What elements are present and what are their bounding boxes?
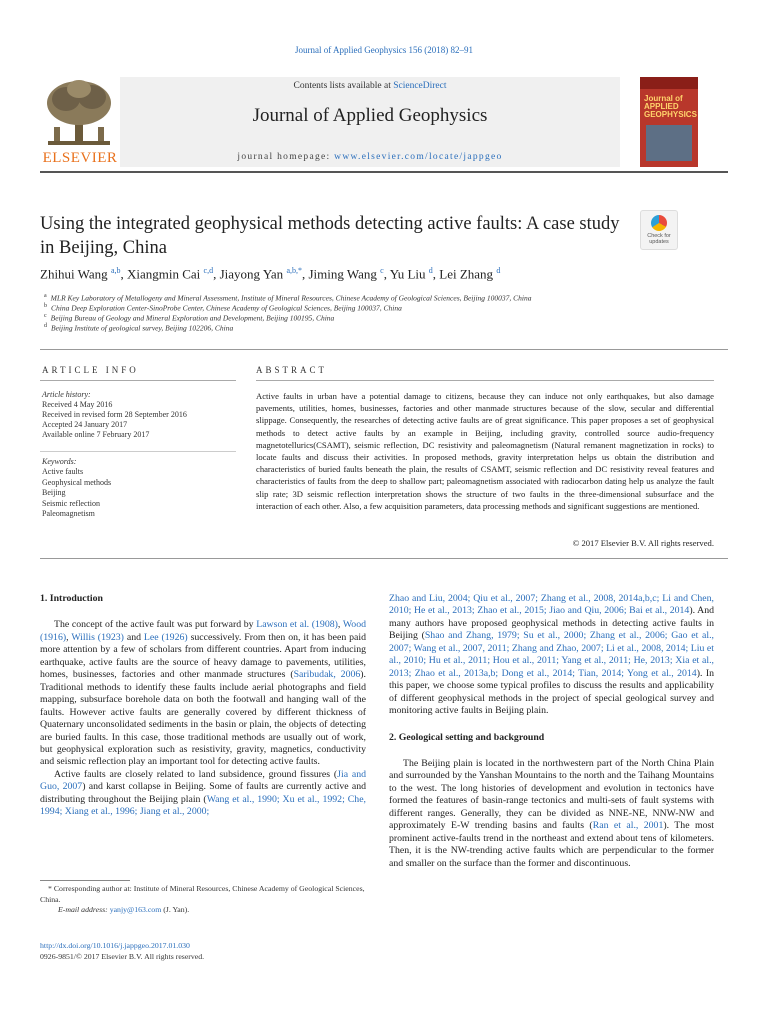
- contents-prefix: Contents lists available at: [293, 81, 394, 91]
- sciencedirect-link[interactable]: ScienceDirect: [393, 81, 447, 91]
- affiliation-text: China Deep Exploration Center-SinoProbe Center, Chinese Academy of Geological Sciences, Beijing 100037, China: [51, 303, 402, 313]
- author-name[interactable]: Jiayong Yan: [219, 266, 284, 282]
- keywords-label: Keywords:: [42, 457, 77, 466]
- text-run: ). In this paper, we choose some typical profiles to discuss the results and applicability of different geophysical methods in the project of special geological survey and monitoring active faults in Beijing plain.: [389, 667, 714, 717]
- citation-link[interactable]: Wang et al., 1990; Xu et al., 1992; Che, 1994; Xiang et al., 1996; Jiang et al., 2000;: [40, 793, 366, 818]
- cover-title: Journal of APPLIED GEOPHYSICS: [644, 94, 697, 119]
- keyword: Seismic reflection: [42, 498, 100, 508]
- abstract-rule: [256, 380, 714, 381]
- history-entry: Available online 7 February 2017: [42, 430, 150, 439]
- email-link[interactable]: yanjy@163.com: [109, 905, 162, 914]
- author-name[interactable]: Yu Liu: [389, 266, 426, 282]
- affiliation-rule: [40, 349, 728, 350]
- footnote-text: * Corresponding author at: Institute of Mineral Resources, Chinese Academy of Geological Sciences, China.: [40, 884, 365, 904]
- citation-link[interactable]: Jia and Guo, 2007: [40, 768, 366, 793]
- article-title: Using the integrated geophysical methods detecting active faults: A case study in Beijing, China: [40, 214, 620, 258]
- citation-link[interactable]: Lawson et al. (1908): [256, 619, 338, 631]
- author-list: Zhihui Wang $^{a,b}$, Xiangmin Cai $^{c,d}$, Jiayong Yan $^{a,b,*}$, Jiming Wang $^c$, Yu Liu $^d$, Lei Zhang $^d$: [40, 266, 501, 282]
- citation-link[interactable]: Zhao and Liu, 2004; Qiu et al., 2007; Zhang et al., 2008, 2014a,b,c; Li and Chen, 2010; He et al., 2013; Zhao et al., 2015; Jiao and Qiu, 2006; Bai et al., 2014: [389, 593, 714, 617]
- body-rule: [40, 558, 728, 559]
- body-left-column: [40, 593, 366, 819]
- article-info-rule: [40, 380, 236, 381]
- affiliation-text: Beijing Institute of geological survey, Beijing 102206, China: [51, 323, 234, 333]
- cover-picture: [646, 125, 692, 161]
- keywords: [42, 457, 242, 519]
- text-run: ,: [337, 619, 343, 631]
- cover-band: [640, 77, 698, 89]
- citation-link[interactable]: Wood (1916): [40, 619, 366, 643]
- history-entry: Received 4 May 2016: [42, 400, 113, 409]
- affiliation: [44, 303, 724, 313]
- section-heading: 2. Geological setting and background: [389, 731, 545, 743]
- keyword: Geophysical methods: [42, 477, 112, 487]
- keywords-rule: [40, 451, 236, 452]
- text-run: ) and karst collapse in Beijing. Some of faults are currently active and distributing throughout the Beijing plain (: [40, 781, 366, 805]
- check-updates-label: Check for updates: [647, 233, 671, 245]
- affiliation: [44, 323, 724, 333]
- text-run: and: [123, 631, 144, 643]
- email-label: E-mail address:: [58, 905, 110, 914]
- corresponding-footnote: [40, 884, 366, 916]
- text-run: ,: [66, 631, 72, 643]
- affiliation-marker: a: [44, 293, 47, 299]
- section-heading: 1. Introduction: [40, 593, 103, 604]
- text-run: ). The most prominent active-faults trend in the northeast and extend about tens of kilometers. Then, it is the NW-trending active faults which are perpendicular to the former and smaller on the surface than the former and discontinuous.: [389, 820, 715, 869]
- abstract-copyright: © 2017 Elsevier B.V. All rights reserved.: [572, 538, 714, 548]
- citation-link[interactable]: Saribudak, 2006: [293, 669, 361, 681]
- homepage-label: journal homepage:: [237, 152, 335, 162]
- text-run: ). Traditional methods to identify these faults include aerial photographs and field mapping, subsurface borehole data on both the footwall and hanging wall of the faults. However active faults are generally covered by different thickness of Quaternary unconsolidated sediments in the basin or plain, the objects of detecting are buried faults. In this case, those traditional methods are usually out of work, but geophysical exploration such as resistivity, gravity, magnetics, conductivity and seismic reflection play an important tool for detecting active faults.: [40, 669, 366, 768]
- author-affil-sup[interactable]: d: [428, 266, 433, 275]
- affiliation-text: MLR Key Laboratory of Metallogeny and Mineral Assessment, Institute of Mineral Resources, Chinese Academy of Geological Sciences, Beijing 100037, China: [50, 293, 532, 303]
- author-affil-sup[interactable]: c,d: [203, 266, 214, 275]
- citation-link[interactable]: Ran et al., 2001: [592, 820, 664, 832]
- affiliation-text: Beijing Bureau of Geology and Mineral Exploration and Development, Beijing 100195, China: [50, 313, 335, 323]
- doi-block: [40, 940, 366, 962]
- paragraph: [40, 619, 366, 768]
- keyword: Beijing: [42, 488, 66, 498]
- abstract-heading: ABSTRACT: [256, 365, 328, 375]
- journal-title: Journal of Applied Geophysics: [252, 105, 488, 126]
- article-info-heading: ARTICLE INFO: [42, 365, 139, 375]
- header-rule: [40, 171, 728, 173]
- citation-link[interactable]: Shao and Zhang, 1979; Su et al., 2000; Zhang et al., 2006; Gao et al., 2007; Wang et al., 2007, 2011; Zhang and Zhao, 2007; Li et al., 2008, 2014; Liu et al., 2010; Hu et al., 2011; Hou et al., 2011; Yang et al., 2011; He, 2013; Xia et al., 2013; Zhao et al., 2013a,b; Dong et al., 2014; Tian, 2014; Yong et al., 2014: [389, 630, 715, 679]
- journal-homepage: [120, 152, 620, 162]
- paragraph: [40, 769, 366, 819]
- history-entry: Accepted 24 January 2017: [42, 420, 128, 429]
- author-name[interactable]: Zhihui Wang: [40, 266, 108, 282]
- author-name[interactable]: Lei Zhang: [439, 266, 494, 282]
- footnote-email-line: [40, 905, 366, 916]
- issn-line: 0926-9851/© 2017 Elsevier B.V. All rights reserved.: [40, 952, 205, 961]
- author-affil-sup[interactable]: d: [496, 266, 501, 275]
- text-run: Active faults are closely related to land subsidence, ground fissures (: [54, 768, 338, 780]
- text-run: The concept of the active fault was put forward by: [54, 619, 257, 631]
- article-history: [42, 390, 242, 440]
- footnote-rule: [40, 880, 130, 881]
- history-entry: Received in revised form 28 September 2016: [42, 410, 187, 419]
- contents-line: [120, 81, 620, 91]
- elsevier-wordmark: ELSEVIER: [42, 150, 118, 166]
- journal-citation[interactable]: Journal of Applied Geophysics 156 (2018) 82–91: [295, 45, 473, 55]
- affiliation-marker: c: [44, 313, 47, 319]
- paragraph-continued: [389, 593, 714, 718]
- journal-cover-image: [640, 77, 698, 167]
- affiliation: [44, 293, 724, 303]
- author-affil-sup[interactable]: c: [380, 266, 384, 275]
- affiliation-marker: d: [44, 323, 47, 329]
- author-name[interactable]: Jiming Wang: [308, 266, 377, 282]
- citation-link[interactable]: Willis (1923): [71, 631, 124, 643]
- author-affil-sup[interactable]: a,b,*: [286, 266, 302, 275]
- doi-link[interactable]: http://dx.doi.org/10.1016/j.jappgeo.2017.01.030: [40, 941, 190, 950]
- homepage-link[interactable]: www.elsevier.com/locate/jappgeo: [334, 152, 503, 162]
- abstract-text: Active faults in urban have a potential damage to citizens, because they can induce not only earthquakes, but also damage pavements, utilities, homes, businesses, factories and other manmade structures because of the slow, secular and differential slippage. Consequently, the researches of detecting active faults are of great significance. This paper proposes a set of geophysical methods to detect active faults by an example in Beijing, including gravity, controlled source audio-frequency magnetotellurics(CSAMT), seismic reflection, DC resistivity and paleomagnetism (Natural remanent magnetization in rocks) to locate faults and discuss their activities. In proposed methods, gravity interpretation helps us obtain the distribution and characteristics of buried faults beneath the plain, the results of CSAMT, seismic reflection and DC resistivity reveal features and characteristics of faults from the deep to shallow part; paleomagnetism associated with radiocarbon dating help us analyze the fault slip rate; 3D seismic reflection interpretation shows the structure of two faults in the three-dimensional subsurface and the interaction of each other. Also, a few acquisition parameters, data processing methods and significant suggestions are mentioned.: [256, 391, 714, 511]
- citation-link[interactable]: Lee (1926): [143, 631, 188, 643]
- email-suffix: (J. Yan).: [161, 905, 190, 914]
- keyword: Paleomagnetism: [42, 509, 95, 519]
- author-affil-sup[interactable]: a,b: [110, 266, 121, 275]
- affiliation-marker: b: [44, 303, 47, 309]
- keyword: Active faults: [42, 467, 84, 477]
- author-name[interactable]: Xiangmin Cai: [127, 266, 201, 282]
- check-updates-icon: [651, 215, 667, 231]
- text-run: The Beijing plain is located in the northwestern part of the North China Plain and surrounded by the Yanshan Mountains to the north and the Taihang Mountains to the west. The long histories of development and evolution in tectonics have formed the features of basin-range tectonics and multi-sets of fault systems with different ranges. Generally, they can be divided as NNE-NE, NNW-NW and approximately E-W trending basins and faults (: [389, 757, 714, 832]
- text-run: successively. From then on, it has been paid more attention by a few of scholars from different countries. Apart from inducing earthquake, active faults are the source of heavy damage to pavements, utilities, homes, businesses, factories and other manmade structures (: [40, 631, 367, 681]
- check-for-updates-badge[interactable]: [640, 210, 678, 250]
- affiliation: [44, 313, 724, 323]
- paragraph: [389, 758, 714, 870]
- text-run: ). And many authors have proposed geophysical methods in detecting active faults in Beijing (: [389, 605, 715, 642]
- history-label: Article history:: [42, 390, 91, 399]
- body-right-column: [389, 593, 714, 870]
